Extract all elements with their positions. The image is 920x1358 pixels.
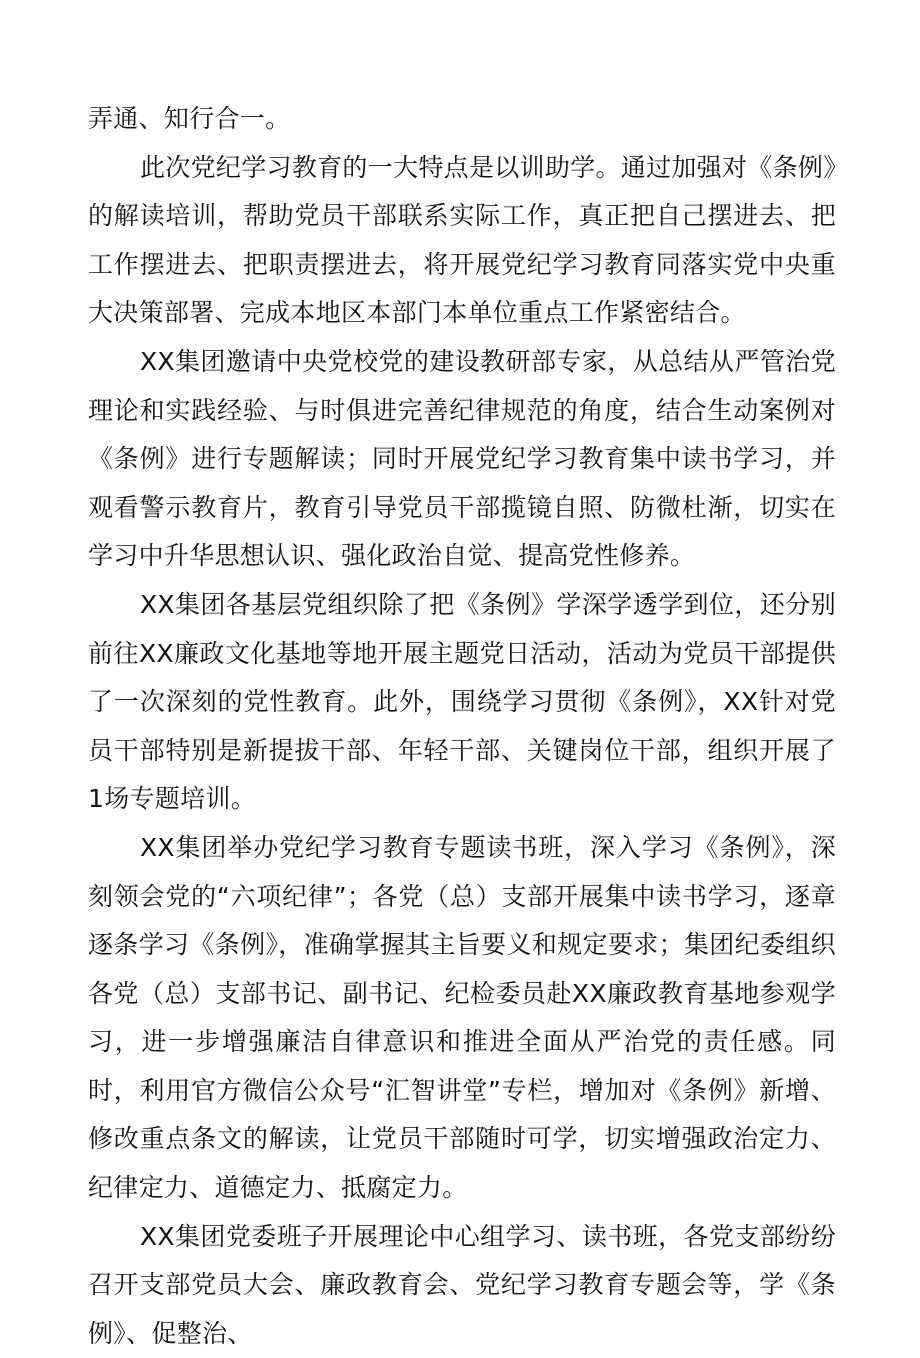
paragraph <box>88 581 836 824</box>
paragraph-continuation <box>88 95 836 144</box>
paragraph <box>88 824 836 1213</box>
paragraph-text: 此次党纪学习教育的一大特点是以训助学。通过加强对《条例》的解读培训，帮助党员干部联系实际工作，真正把自己摆进去、把工作摆进去、把职责摆进去，将开展党纪学习教育同落实党中央重大决策部署、完成本地区本部门本单位重点工作紧密结合。 <box>88 152 836 328</box>
paragraph-text: XX集团党委班子开展理论中心组学习、读书班，各党支部纷纷召开支部党员大会、廉政教育会、党纪学习教育专题会等，学《条例》、促整治、 <box>88 1221 836 1348</box>
paragraph-text: XX集团各基层党组织除了把《条例》学深学透学到位，还分别前往XX廉政文化基地等地开展主题党日活动，活动为党员干部提供了一次深刻的党性教育。此外，围绕学习贯彻《条例》，XX针对党员干部特别是新提拔干部、年轻干部、关键岗位干部，组织开展了1场专题培训。 <box>88 589 836 814</box>
paragraph-text: XX集团举办党纪学习教育专题读书班，深入学习《条例》，深刻领会党的“六项纪律”；各党（总）支部开展集中读书学习，逐章逐条学习《条例》，准确掌握其主旨要义和规定要求；集团纪委组织各党（总）支部书记、副书记、纪检委员赴XX廉政教育基地参观学习，进一步增强廉洁自律意识和推进全面从严治党的责任感。同时，利用官方微信公众号“汇智讲堂”专栏，增加对《条例》新增、修改重点条文的解读，让党员干部随时可学，切实增强政治定力、纪律定力、道德定力、抵腐定力。 <box>88 832 836 1203</box>
paragraph <box>88 144 836 338</box>
document-body <box>88 95 836 1358</box>
paragraph-text: XX集团邀请中央党校党的建设教研部专家，从总结从严管治党理论和实践经验、与时俱进完善纪律规范的角度，结合生动案例对《条例》进行专题解读；同时开展党纪学习教育集中读书学习，并观看警示教育片，教育引导党员干部揽镜自照、防微杜渐，切实在学习中升华思想认识、强化政治自觉、提高党性修养。 <box>88 346 836 571</box>
paragraph-text: 弄通、知行合一。 <box>88 104 291 133</box>
paragraph <box>88 338 836 581</box>
paragraph <box>88 1213 836 1358</box>
